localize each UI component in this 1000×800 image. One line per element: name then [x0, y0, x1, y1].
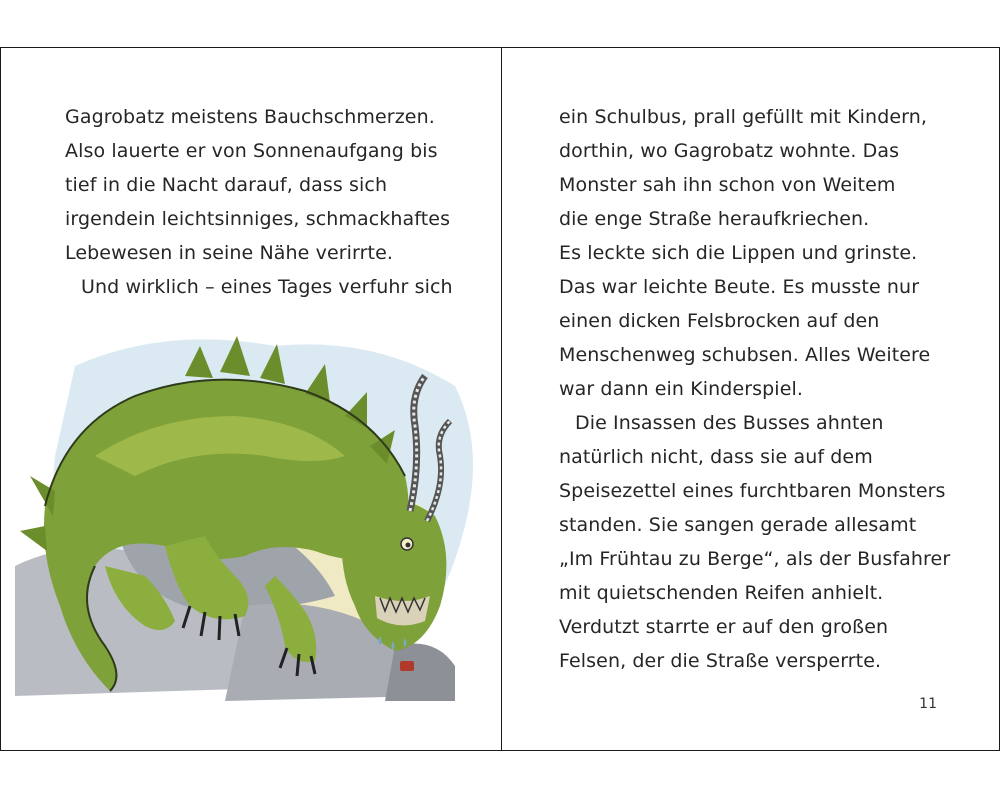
text-line: tief in die Nacht darauf, dass sich — [65, 174, 388, 196]
dragon-illustration — [15, 306, 485, 716]
text-line: Menschenweg schubsen. Alles Weitere — [559, 344, 931, 366]
text-line: Gagrobatz meistens Bauchschmerzen. — [65, 106, 435, 128]
text-line: Felsen, der die Straße versperrte. — [559, 650, 882, 672]
text-line: war dann ein Kinderspiel. — [559, 378, 803, 400]
text-line: einen dicken Felsbrocken auf den — [559, 310, 880, 332]
text-line: ein Schulbus, prall gefüllt mit Kindern, — [559, 106, 928, 128]
text-line: Monster sah ihn schon von Weitem — [559, 174, 896, 196]
text-line: natürlich nicht, dass sie auf dem — [559, 446, 873, 468]
text-line: Es leckte sich die Lippen und grinste. — [559, 242, 918, 264]
page-number: 11 — [919, 696, 937, 712]
text-line: Lebewesen in seine Nähe verirrte. — [65, 242, 394, 264]
text-line: mit quietschenden Reifen anhielt. — [559, 582, 884, 604]
text-line: Speisezettel eines furchtbaren Monsters — [559, 480, 946, 502]
text-line: die enge Straße heraufkriechen. — [559, 208, 870, 230]
text-line: standen. Sie sangen gerade allesamt — [559, 514, 917, 536]
text-line: dorthin, wo Gagrobatz wohnte. Das — [559, 140, 900, 162]
text-line: Und wirklich – eines Tages verfuhr sich — [81, 276, 453, 298]
text-line: Also lauerte er von Sonnenaufgang bis — [65, 140, 438, 162]
text-line: irgendein leichtsinniges, schmackhaftes — [65, 208, 451, 230]
text-line: Verdutzt starrte er auf den großen — [559, 616, 889, 638]
text-line: Die Insassen des Busses ahnten — [575, 412, 884, 434]
right-page — [501, 47, 1000, 751]
left-page — [0, 47, 502, 751]
text-line: „Im Frühtau zu Berge“, als der Busfahrer — [559, 548, 951, 570]
text-line: Das war leichte Beute. Es musste nur — [559, 276, 920, 298]
